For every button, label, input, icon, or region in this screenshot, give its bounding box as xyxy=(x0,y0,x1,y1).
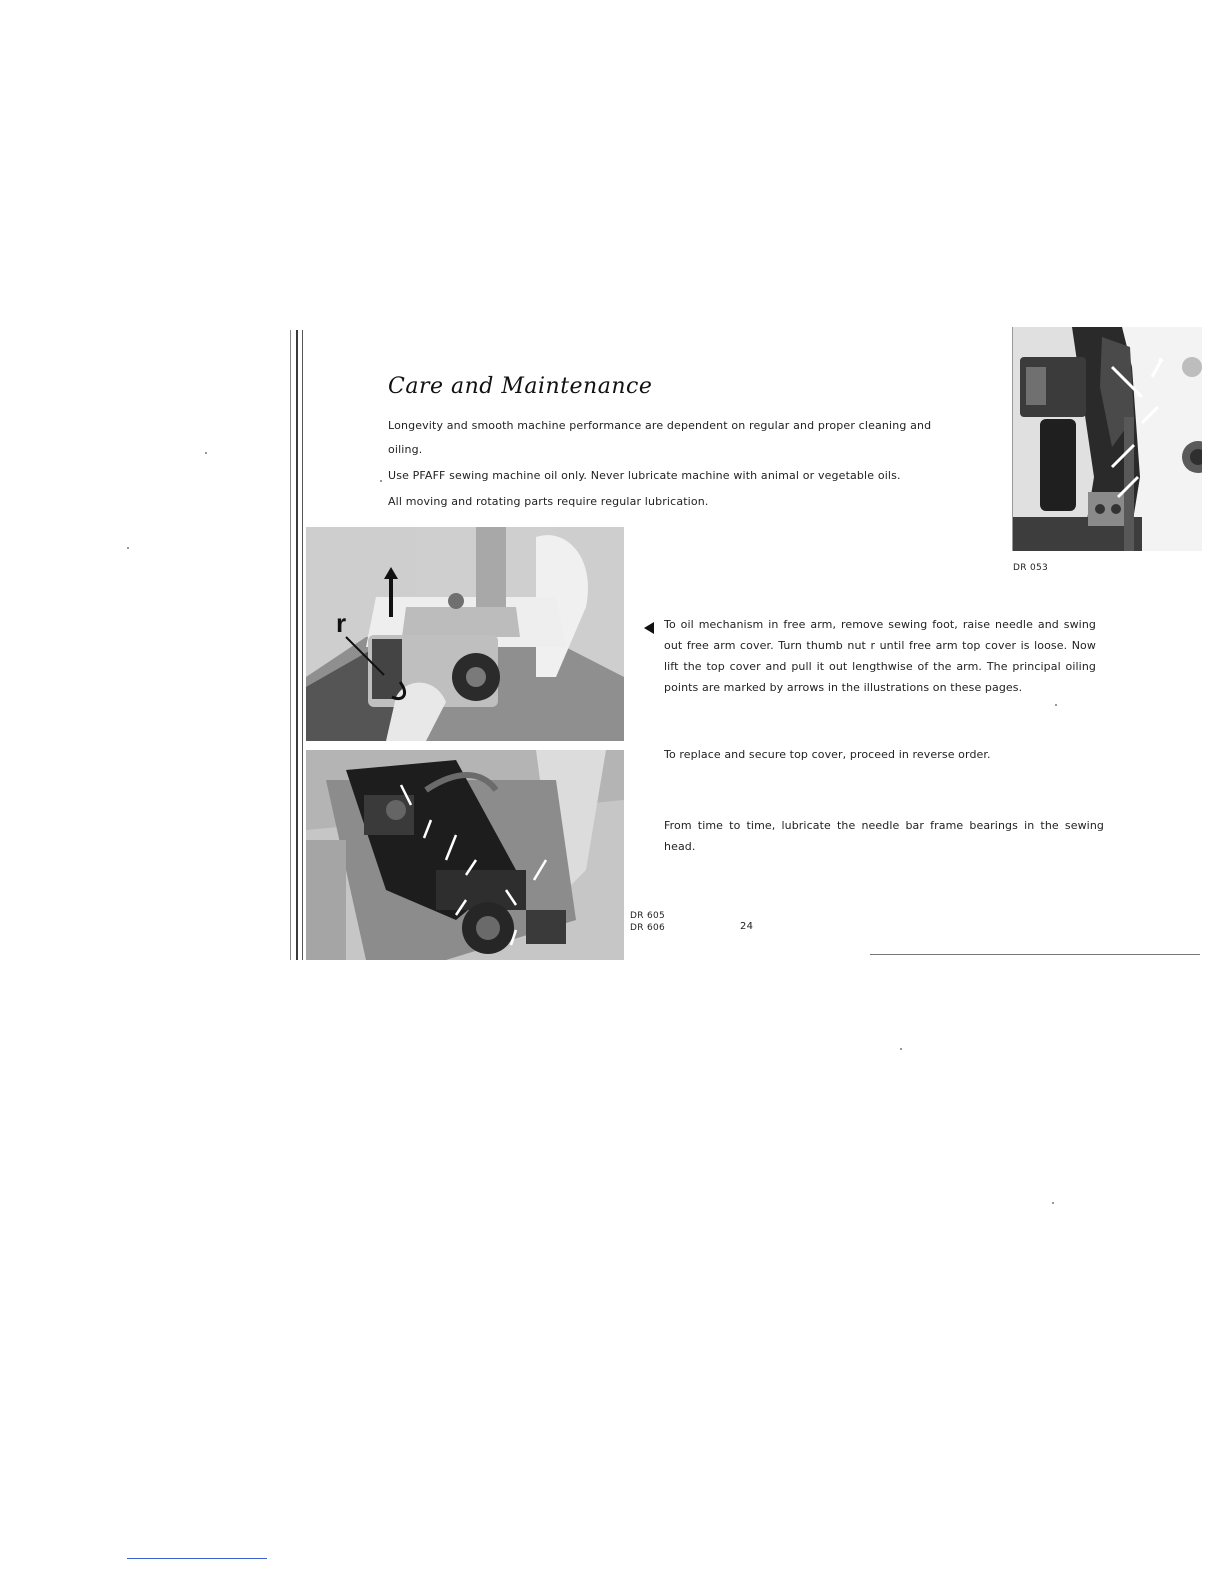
left-triangle-icon xyxy=(644,622,654,634)
free-arm-photo xyxy=(306,527,624,741)
instruction-text xyxy=(664,744,1096,765)
figure-caption xyxy=(630,910,665,934)
figure-caption: DR 053 xyxy=(1013,563,1049,573)
sewing-head-illustration xyxy=(1012,327,1202,551)
top-edge-line xyxy=(1012,327,1013,551)
open-arm-illustration xyxy=(306,750,624,960)
binding-line xyxy=(290,330,291,960)
intro-text xyxy=(388,414,948,516)
sewing-head-photo xyxy=(1012,327,1202,551)
free-arm-illustration xyxy=(306,527,624,741)
intro-paragraph: All moving and rotating parts require regular lubrication. xyxy=(388,495,709,508)
instruction-paragraph: To replace and secure top cover, proceed in reverse order. xyxy=(664,748,991,761)
figure-caption-line: DR 606 xyxy=(630,923,666,933)
intro-paragraph: Longevity and smooth machine performance are dependent on regular and proper cleaning and oiling. xyxy=(388,419,932,456)
page-number: 24 xyxy=(740,921,754,932)
instruction-text xyxy=(664,614,1096,698)
bottom-left-line xyxy=(127,1558,267,1559)
speck xyxy=(127,547,129,549)
instruction-paragraph: From time to time, lubricate the needle bar frame bearings in the sewing head. xyxy=(664,819,1104,853)
speck xyxy=(205,452,207,454)
open-arm-photo xyxy=(306,750,624,960)
thumb-nut-label: r xyxy=(336,608,347,638)
intro-paragraph: Use PFAFF sewing machine oil only. Never lubricate machine with animal or vegetable oils. xyxy=(388,469,901,482)
speck xyxy=(380,480,382,482)
figure-caption-line: DR 605 xyxy=(630,911,666,921)
binding-line xyxy=(296,330,298,960)
bottom-edge-line xyxy=(870,954,1200,955)
speck xyxy=(900,1048,902,1050)
speck xyxy=(1052,1202,1054,1204)
instruction-text xyxy=(664,815,1104,857)
page-title: Care and Maintenance xyxy=(388,374,653,399)
instruction-paragraph: To oil mechanism in free arm, remove sewing foot, raise needle and swing out free arm cover. Turn thumb nut r until free arm top cover is loose. Now lift the top cover and pull it out lengthwise of the arm. The principal oiling points are marked by arrows in the illustrations on these pages. xyxy=(664,618,1096,694)
binding-line xyxy=(302,330,303,960)
speck xyxy=(1055,704,1057,706)
